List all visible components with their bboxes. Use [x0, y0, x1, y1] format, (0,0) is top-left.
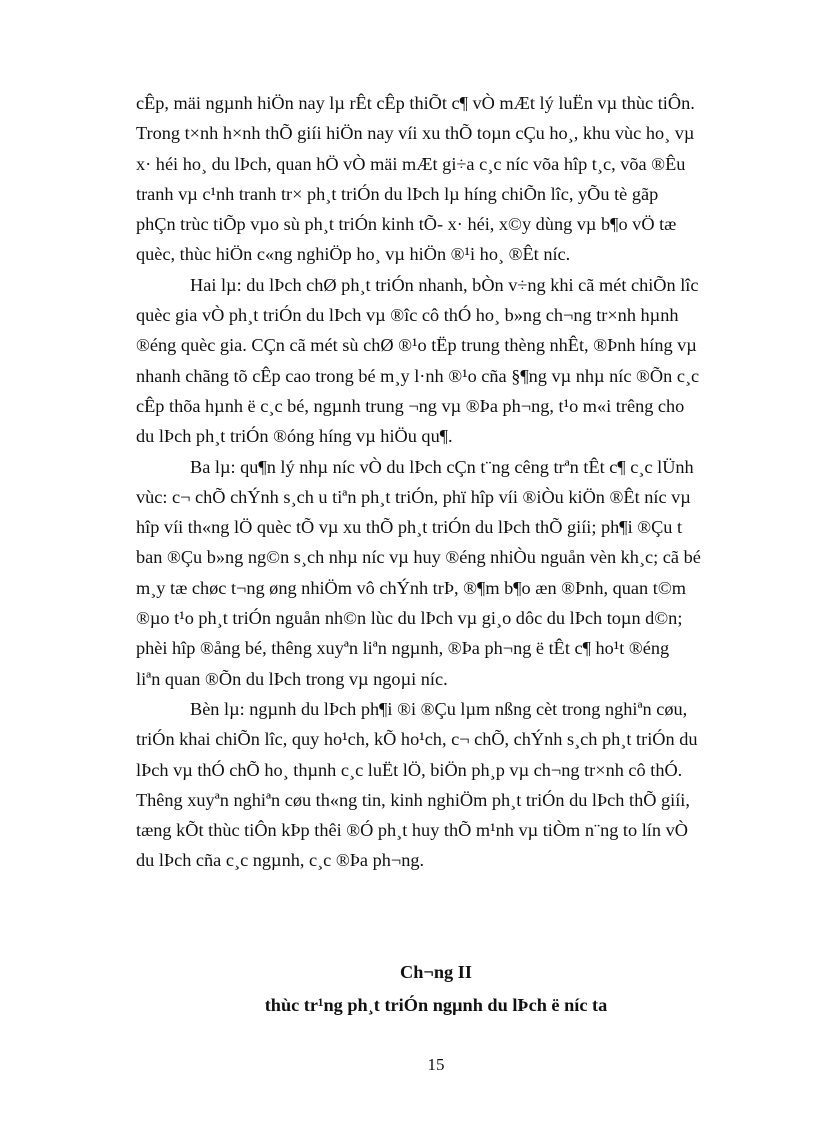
page-number: 15	[427, 1055, 445, 1074]
chapter-title: thùc tr¹ng ph¸t triÓn ngµnh du lÞch ë níc ta	[264, 995, 608, 1015]
paragraph-1: cÊp, mäi ngµnh hiÖn nay lµ rÊt cÊp thiÕt c¶ vÒ mÆt lý luËn vµ thùc tiÔn. Trong t×nh h×nh thÕ giíi hiÖn nay víi xu thÕ toµn cÇu ho¸, khu vùc ho¸ vµ x· héi ho¸ du lÞch, quan hÖ vÒ mäi mÆt gi÷a c¸c níc võa hîp t¸c, võa ®Êu tranh vµ c¹nh tranh tr× ph¸t triÓn du lÞch lµ híng chiÕn lîc, yÕu tè gãp phÇn trùc tiÕp vµo sù ph¸t triÓn kinh tÕ- x· héi, x©y dùng vµ b¶o vÖ tæ quèc, thùc hiÖn c«ng nghiÖp ho¸ vµ hiÖn ®¹i ho¸ ®Êt níc.	[136, 93, 695, 265]
chapter-label: Ch¬ng II	[400, 962, 472, 982]
body-text	[136, 88, 769, 876]
paragraph-2: Hai lµ: du lÞch chØ ph¸t triÓn nhanh, bÒn v÷ng khi cã mét chiÕn lîc quèc gia vÒ ph¸t triÓn du lÞch vµ ®îc cô thÓ ho¸ b»ng ch¬ng tr×nh hµnh ®éng quèc gia. CÇn cã mét sù chØ ®¹o tËp trung thèng nhÊt, ®Þnh híng vµ nhanh chãng tõ cÊp cao trong bé m¸y l·nh ®¹o cña §¶ng vµ nhµ níc ®Õn c¸c cÊp thõa hµnh ë c¸c bé, ngµnh trung ¬ng vµ ®Þa ph¬ng, t¹o m«i trêng cho du lÞch ph¸t triÓn ®óng híng vµ hiÖu qu¶.	[136, 274, 700, 447]
paragraph-4: Bèn lµ: ngµnh du lÞch ph¶i ®i ®Çu lµm nßng cèt trong nghiªn cøu, triÓn khai chiÕn lîc, quy ho¹ch, kÕ ho¹ch, c¬ chÕ, chÝnh s¸ch ph¸t triÓn du lÞch vµ thÓ chÕ ho¸ thµnh c¸c luËt lÖ, biÖn ph¸p vµ ch¬ng tr×nh cô thÓ. Thêng xuyªn nghiªn cøu th«ng tin, kinh nghiÖm ph¸t triÓn du lÞch thÕ giíi, tæng kÕt thùc tiÔn kÞp thêi ®Ó ph¸t huy thÕ m¹nh vµ tiÒm n¨ng to lín vÒ du lÞch cña c¸c ngµnh, c¸c ®Þa ph¬ng.	[136, 698, 698, 871]
paragraph-3: Ba lµ: qu¶n lý nhµ níc vÒ du lÞch cÇn t¨ng cêng trªn tÊt c¶ c¸c lÜnh vùc: c¬ chÕ chÝnh s¸ch u tiªn ph¸t triÓn, phï hîp víi ®iÒu kiÖn ®Êt níc vµ hîp víi th«ng lÖ quèc tÕ vµ xu thÕ ph¸t triÓn du lÞch thÕ giíi; ph¶i ®Çu t ban ®Çu b»ng ng©n s¸ch nhµ níc vµ huy ®éng nhiÒu nguån vèn kh¸c; cã bé m¸y tæ chøc t¬ng øng nhiÖm vô chÝnh trÞ, ®¶m b¶o æn ®Þnh, quan t©m ®µo t¹o ph¸t triÓn nguån nh©n lùc du lÞch vµ gi¸o dôc du lÞch toµn d©n; phèi hîp ®ång bé, thêng xuyªn liªn ngµnh, ®Þa ph¬ng ë tÊt c¶ ho¹t ®éng liªn quan ®Õn du lÞch trong vµ ngoµi níc.	[136, 456, 701, 689]
